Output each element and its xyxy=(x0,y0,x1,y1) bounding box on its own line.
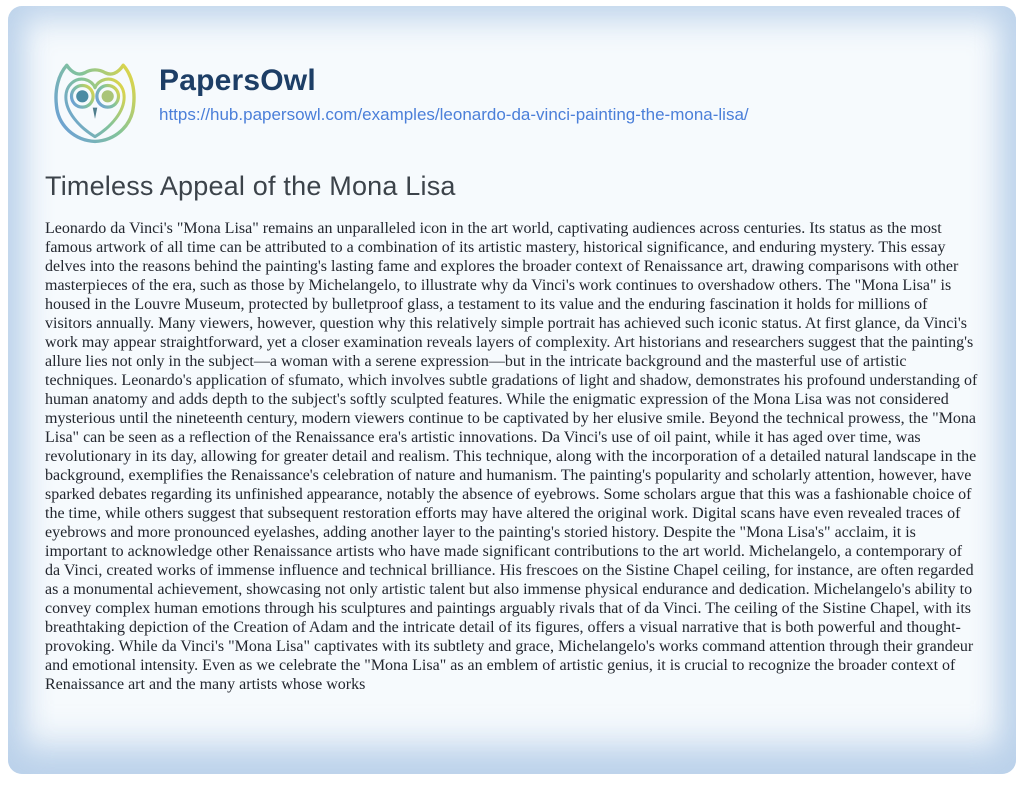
source-url-link[interactable]: https://hub.papersowl.com/examples/leonardo-da-vinci-painting-the-mona-lisa/ xyxy=(159,105,749,124)
brand-block xyxy=(159,54,749,125)
brand-name: PapersOwl xyxy=(159,64,316,97)
article-body: Leonardo da Vinci's "Mona Lisa" remains an unparalleled icon in the art world, captivating audiences across centuries. Its status as the most famous artwork of all time can be attributed to a combination of its artistic mastery, historical significance, and enduring mystery. This essay delves into the reasons behind the painting's lasting fame and explores the broader context of Renaissance art, drawing comparisons with other masterpieces of the era, such as those by Michelangelo, to illustrate why da Vinci's work continues to overshadow others. The "Mona Lisa" is housed in the Louvre Museum, protected by bulletproof glass, a testament to its value and the enduring fascination it holds for millions of visitors annually. Many viewers, however, question why this relatively simple portrait has achieved such iconic status. At first glance, da Vinci's work may appear straightforward, yet a closer examination reveals layers of complexity. Art historians and researchers suggest that the painting's allure lies not only in the subject—a woman with a serene expression—but in the intricate background and the masterful use of artistic techniques. Leonardo's application of sfumato, which involves subtle gradations of light and shadow, demonstrates his profound understanding of human anatomy and adds depth to the subject's softly sculpted features. While the enigmatic expression of the Mona Lisa was not considered mysterious until the nineteenth century, modern viewers continue to be captivated by her elusive smile. Beyond the technical prowess, the "Mona Lisa" can be seen as a reflection of the Renaissance era's artistic innovations. Da Vinci's use of oil paint, while it has aged over time, was revolutionary in its day, allowing for greater detail and realism. This technique, along with the incorporation of a detailed natural landscape in the background, exemplifies the Renaissance's celebration of nature and humanism. The painting's popularity and scholarly attention, however, have sparked debates regarding its unfinished appearance, notably the absence of eyebrows. Some scholars argue that this was a fashionable choice of the time, while others suggest that subsequent restoration efforts may have altered the original work. Digital scans have even revealed traces of eyebrows and more pronounced eyelashes, adding another layer to the painting's storied history. Despite the "Mona Lisa's" acclaim, it is important to acknowledge other Renaissance artists who have made significant contributions to the art world. Michelangelo, a contemporary of da Vinci, created works of immense influence and technical brilliance. His frescoes on the Sistine Chapel ceiling, for instance, are often regarded as a monumental achievement, showcasing not only artistic talent but also immense physical endurance and dedication. Michelangelo's ability to convey complex human emotions through his sculptures and paintings arguably rivals that of da Vinci. The ceiling of the Sistine Chapel, with its breathtaking depiction of the Creation of Adam and the intricate detail of its figures, offers a visual narrative that is both powerful and thought-provoking. While da Vinci's "Mona Lisa" captivates with its subtlety and grace, Michelangelo's works command attention through their grandeur and emotional intensity. Even as we celebrate the "Mona Lisa" as an emblem of artistic genius, it is crucial to recognize the broader context of Renaissance art and the many artists whose works xyxy=(45,220,978,693)
article-title: Timeless Appeal of the Mona Lisa xyxy=(45,171,456,201)
site-header xyxy=(45,54,749,148)
owl-logo-icon xyxy=(45,54,145,148)
